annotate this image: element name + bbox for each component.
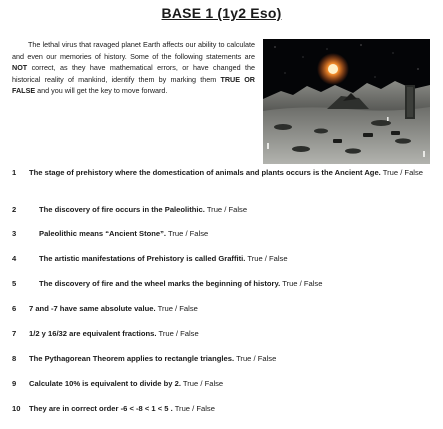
question-number: 10 <box>12 404 21 413</box>
intro-text-3: and you will get the key to move forward. <box>35 86 168 96</box>
question-statement: The Pythagorean Theorem applies to rectangle triangles. <box>29 354 235 363</box>
question-item <box>12 253 432 265</box>
scene-illustration <box>263 39 430 164</box>
question-statement: The discovery of fire and the wheel marks the beginning of history. <box>39 279 281 288</box>
true-false-label: True / False <box>174 404 215 413</box>
red-sun <box>328 64 338 74</box>
true-false-label: True / False <box>182 379 224 388</box>
true-false-label: True / False <box>247 254 288 263</box>
question-item <box>12 204 432 216</box>
question-number: 9 <box>12 379 17 388</box>
question-statement: The artistic manifestations of Prehistory is called Graffiti. <box>39 254 246 263</box>
question-number: 5 <box>12 279 17 288</box>
question-statement: Paleolithic means “Ancient Stone”. <box>39 229 167 238</box>
question-statement: The discovery of fire occurs in the Paleolithic. <box>39 205 205 214</box>
question-number: 8 <box>12 354 17 363</box>
question-number: 3 <box>12 229 17 238</box>
question-number: 7 <box>12 329 17 338</box>
question-item <box>12 403 432 415</box>
intro-paragraph <box>12 39 255 97</box>
question-number: 4 <box>12 254 17 263</box>
true-false-label: True / False <box>382 168 423 177</box>
intro-text-1: The lethal virus that ravaged planet Earth affects our ability to calculate and even our memories of history. Some of the following statements are <box>12 40 255 61</box>
question-number: 1 <box>12 168 17 177</box>
question-statement: 7 and -7 have same absolute value. <box>29 304 156 313</box>
question-item <box>12 228 432 240</box>
ground <box>263 107 430 164</box>
true-false-label: True / False <box>282 279 323 288</box>
true-false-label: True / False <box>157 304 198 313</box>
intro-emphasis-not: NOT <box>12 63 28 73</box>
question-statement: 1/2 y 16/32 are equivalent fractions. <box>29 329 157 338</box>
page-title: BASE 1 (1y2 Eso) <box>161 5 282 21</box>
true-false-label: True / False <box>236 354 277 363</box>
question-item <box>12 353 432 365</box>
true-false-label: True / False <box>206 205 248 214</box>
question-item <box>12 378 432 390</box>
apocalypse-scene-image <box>263 39 430 164</box>
question-item <box>12 303 432 315</box>
intro-emphasis-true-or-false: TRUE OR FALSE <box>12 74 255 96</box>
true-false-label: True / False <box>158 329 199 338</box>
question-number: 6 <box>12 304 17 313</box>
true-false-label: True / False <box>168 229 209 238</box>
question-statement: The stage of prehistory where the domestication of animals and plants occurs is the Ancient Age. <box>29 168 381 177</box>
question-item <box>12 278 432 290</box>
question-statement: Calculate 10% is equivalent to divide by 2. <box>29 379 181 388</box>
question-item <box>12 167 432 179</box>
question-item <box>12 328 432 340</box>
intro-text-2: correct, as they have mathematical errors, or have changed the historical reality of mankind, identify them by marking them <box>12 63 255 84</box>
question-number: 2 <box>12 205 17 214</box>
question-statement: They are in correct order -6 < -8 < 1 < 5 . <box>29 404 173 413</box>
